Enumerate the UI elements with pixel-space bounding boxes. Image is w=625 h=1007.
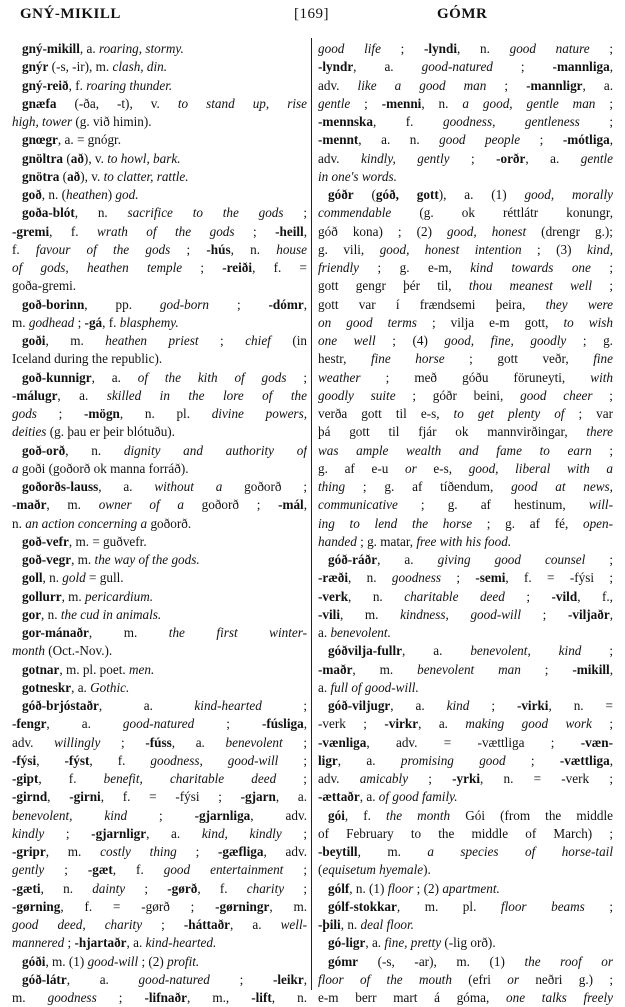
dictionary-line: e-m berr mart á góma, one talks freely [318,990,613,1005]
dictionary-line: goðorðs-lauss, a. without a goðorð ; [22,479,307,494]
dictionary-line: -vili, m. kindness, good-will ; -viljaðr, [318,606,613,622]
dictionary-line: gotnar, m. pl. poet. men. [22,661,155,677]
dictionary-line: in one's words. [318,168,397,184]
dictionary-line: f. favour of the gods ; -hús, n. house [12,241,307,257]
dictionary-line: g. af e-u or e-s, good, liberal with a [318,460,613,476]
dictionary-line: -gremi, f. wrath of the gods ; -heill, [12,223,307,239]
dictionary-line: gný-mikill, a. roaring, stormy. [22,41,184,56]
dictionary-line: gói, f. the month Gói (from the middle [328,807,613,823]
dictionary-line: gólf, n. (1) floor ; (2) apartment. [328,880,500,896]
header-right-guideword: GÓMR [437,6,488,22]
dictionary-line: on good terms ; vilja e-m gott, to wish [318,314,613,330]
dictionary-line: -mennska, f. goodness, gentleness ; [318,114,613,129]
dictionary-line: gor, n. the cud in animals. [22,606,162,622]
dictionary-line: goða-gremi. [12,278,77,294]
dictionary-line: -ættaðr, a. of good family. [318,789,458,805]
dictionary-line: of gods, heathen temple ; -reiði, f. = [12,260,307,275]
dictionary-line: gods ; -mögn, n. pl. divine powers, [12,406,307,421]
dictionary-line: góð-látr, a. good-natured ; -leikr, [22,971,307,987]
dictionary-line: goð, n. (heathen) god. [22,187,139,202]
dictionary-line: -mennt, a. n. good people ; -mótliga, [318,132,613,148]
dictionary-line: good life ; -lyndi, n. good nature ; [318,41,613,56]
dictionary-line: goða-blót, n. sacrifice to the gods ; [22,205,307,221]
dictionary-line: -gripr, m. costly thing ; -gæfliga, adv. [12,844,307,859]
dictionary-line: -beytill, m. a species of horse-tail [318,844,613,859]
dictionary-line: gnæfa (-ða, -t), v. to stand up, rise [22,95,307,111]
dictionary-line: ligr, a. promising good ; -vættliga, [318,752,613,768]
dictionary-line: friendly ; g. e-m, kind towards one ; [318,260,613,275]
dictionary-line: one well ; (4) good, fine, goodly ; g. [318,333,613,348]
dictionary-line: -þili, n. deal floor. [318,917,414,932]
dictionary-line: a. full of good-will. [318,679,419,695]
dictionary-line: gný-reið, f. roaring thunder. [22,77,173,93]
dictionary-line: month (Oct.-Nov.). [12,643,113,659]
dictionary-line: góð-brjóstaðr, a. kind-hearted ; [22,698,307,713]
dictionary-line: góði, m. (1) good-will ; (2) profit. [22,953,200,969]
dictionary-line: -verk ; -virkr, a. making good work ; [318,716,613,732]
dictionary-line: -málugr, a. skilled in the lore of the [12,387,307,403]
dictionary-line: ing to lend the horse ; g. af fé, open- [318,515,613,531]
dictionary-line: gómr (-s, -ar), m. (1) the roof or [328,953,613,969]
dictionary-line: góð kona) ; (2) good, honest (drengr g.); [318,223,613,239]
dictionary-line: m. godhead ; -gá, f. blasphemy. [12,314,179,330]
dictionary-line: hestr, fine horse ; gott veðr, fine [318,351,613,367]
dictionary-line: -girnd, -girni, f. = -fýsi ; -gjarn, a. [12,789,307,805]
dictionary-line: góð-viljugr, a. kind ; -virki, n. = [328,698,613,713]
dictionary-line: -gørning, f. = -gørð ; -gørningr, m. [12,898,307,914]
dictionary-line: -ræði, n. goodness ; -semi, f. = -fýsi ; [318,570,613,586]
dictionary-line: -gipt, f. benefit, charitable deed ; [12,771,307,786]
dictionary-line: góð-ráðr, a. giving good counsel ; [328,552,613,567]
dictionary-line: commendable (g. ok réttlátr konungr, [318,205,613,221]
left-column [12,40,307,1007]
page-header [0,6,625,28]
dictionary-line: Iceland during the republic). [12,351,163,367]
dictionary-line: n. an action concerning a goðorð. [12,515,192,531]
dictionary-line: gnötra (að), v. to clatter, rattle. [22,168,189,184]
dictionary-line: m. goodness ; -lifnaðr, m., -lift, n. [12,990,307,1005]
dictionary-line: góðr (góð, gott), a. (1) good, morally [328,187,613,202]
dictionary-line: good deed, charity ; -háttaðr, a. well- [12,917,307,932]
dictionary-line: gott var í frændsemi þeira, they were [318,296,613,312]
dictionary-line: goð-vefr, m. = guðvefr. [22,533,147,549]
dictionary-line: -maðr, m. owner of a goðorð ; -mál, [12,497,307,513]
dictionary-line: gott gengr þér til, thou meanest well ; [318,278,613,294]
dictionary-line: goði, m. heathen priest ; chief (in [22,333,307,348]
column-divider [311,38,312,990]
dictionary-line: high, tower (g. við himin). [12,114,152,129]
dictionary-line: goð-orð, n. dignity and authority of [22,442,307,458]
dictionary-line: góðvilja-fullr, a. benevolent, kind ; [328,643,613,659]
dictionary-line: handed ; g. matar, free with his food. [318,533,512,549]
dictionary-line: gnýr (-s, -ir), m. clash, din. [22,59,168,75]
dictionary-line: goð-vegr, m. the way of the gods. [22,552,200,567]
dictionary-line: weather ; með góðu föruneyti, with [318,369,613,385]
dictionary-line: was ample wealth and fame to earn ; [318,442,613,458]
dictionary-line: goð-borinn, pp. god-born ; -dómr, [22,296,307,312]
dictionary-line: adv. like a good man ; -mannligr, a. [318,77,613,93]
dictionary-line: goll, n. gold = gull. [22,570,124,586]
dictionary-line: -gæti, n. dainty ; -gørð, f. charity ; [12,880,307,896]
dictionary-line: verða gott til e-s, to get plenty of ; var [318,406,613,421]
dictionary-line: benevolent, kind ; -gjarnliga, adv. [12,807,307,823]
dictionary-line: adv. kindly, gently ; -orðr, a. gentle [318,150,613,166]
dictionary-line: gently ; -gæt, f. good entertainment ; [12,862,307,878]
dictionary-line: communicative ; g. af hestinum, will- [318,497,613,513]
dictionary-line: goð-kunnigr, a. of the kith of gods ; [22,369,307,385]
page-number: [169] [294,6,329,22]
dictionary-line: g. vili, good, honest intention ; (3) kind, [318,241,613,257]
header-left-guideword: GNÝ-MIKILL [20,6,121,22]
dictionary-line: -fengr, a. good-natured ; -fúsliga, [12,716,307,732]
dictionary-line: deities (g. þau er þeir blótuðu). [12,424,175,440]
dictionary-line: -maðr, m. benevolent man ; -mikill, [318,661,613,677]
dictionary-line: gollurr, m. pericardium. [22,588,154,604]
dictionary-line: gotneskr, a. Gothic. [22,679,130,695]
dictionary-line: gor-mánaðr, m. the first winter- [22,625,307,640]
dictionary-line: -fýsi, -fýst, f. goodness, good-will ; [12,752,307,768]
dictionary-line: thing ; g. af tíðendum, good at news, [318,479,613,494]
dictionary-line: a. benevolent. [318,625,391,640]
dictionary-line: mannered ; -hjartaðr, a. kind-hearted. [12,935,217,951]
dictionary-line: goodly suite ; góðr beini, good cheer ; [318,387,613,403]
dictionary-line: þá gott til fjár ok mannvirðingar, there [318,424,613,440]
dictionary-line: gentle ; -menni, n. a good, gentle man ; [318,95,613,111]
dictionary-line: -vænliga, adv. = -vættliga ; -væn- [318,734,613,750]
dictionary-line: gnöltra (að), v. to howl, bark. [22,150,181,166]
dictionary-line: of February to the middle of March) ; [318,825,613,841]
dictionary-line: floor of the mouth (efri or neðri g.) ; [318,971,613,987]
dictionary-line: -lyndr, a. good-natured ; -mannliga, [318,59,613,75]
dictionary-line: gó-ligr, a. fine, pretty (-lig orð). [328,935,496,951]
dictionary-line: kindly ; -gjarnligr, a. kind, kindly ; [12,825,307,841]
dictionary-line: -verk, n. charitable deed ; -vild, f., [318,588,613,604]
dictionary-line: adv. willingly ; -fúss, a. benevolent ; [12,734,307,750]
dictionary-line: (equisetum hyemale). [318,862,431,878]
dictionary-line: a goði (goðorð ok manna forráð). [12,460,189,476]
right-column [318,40,613,1007]
dictionary-line: gólf-stokkar, m. pl. floor beams ; [328,898,613,914]
dictionary-line: adv. amicably ; -yrki, n. = -verk ; [318,771,613,786]
dictionary-line: gnœgr, a. = gnógr. [22,132,122,148]
